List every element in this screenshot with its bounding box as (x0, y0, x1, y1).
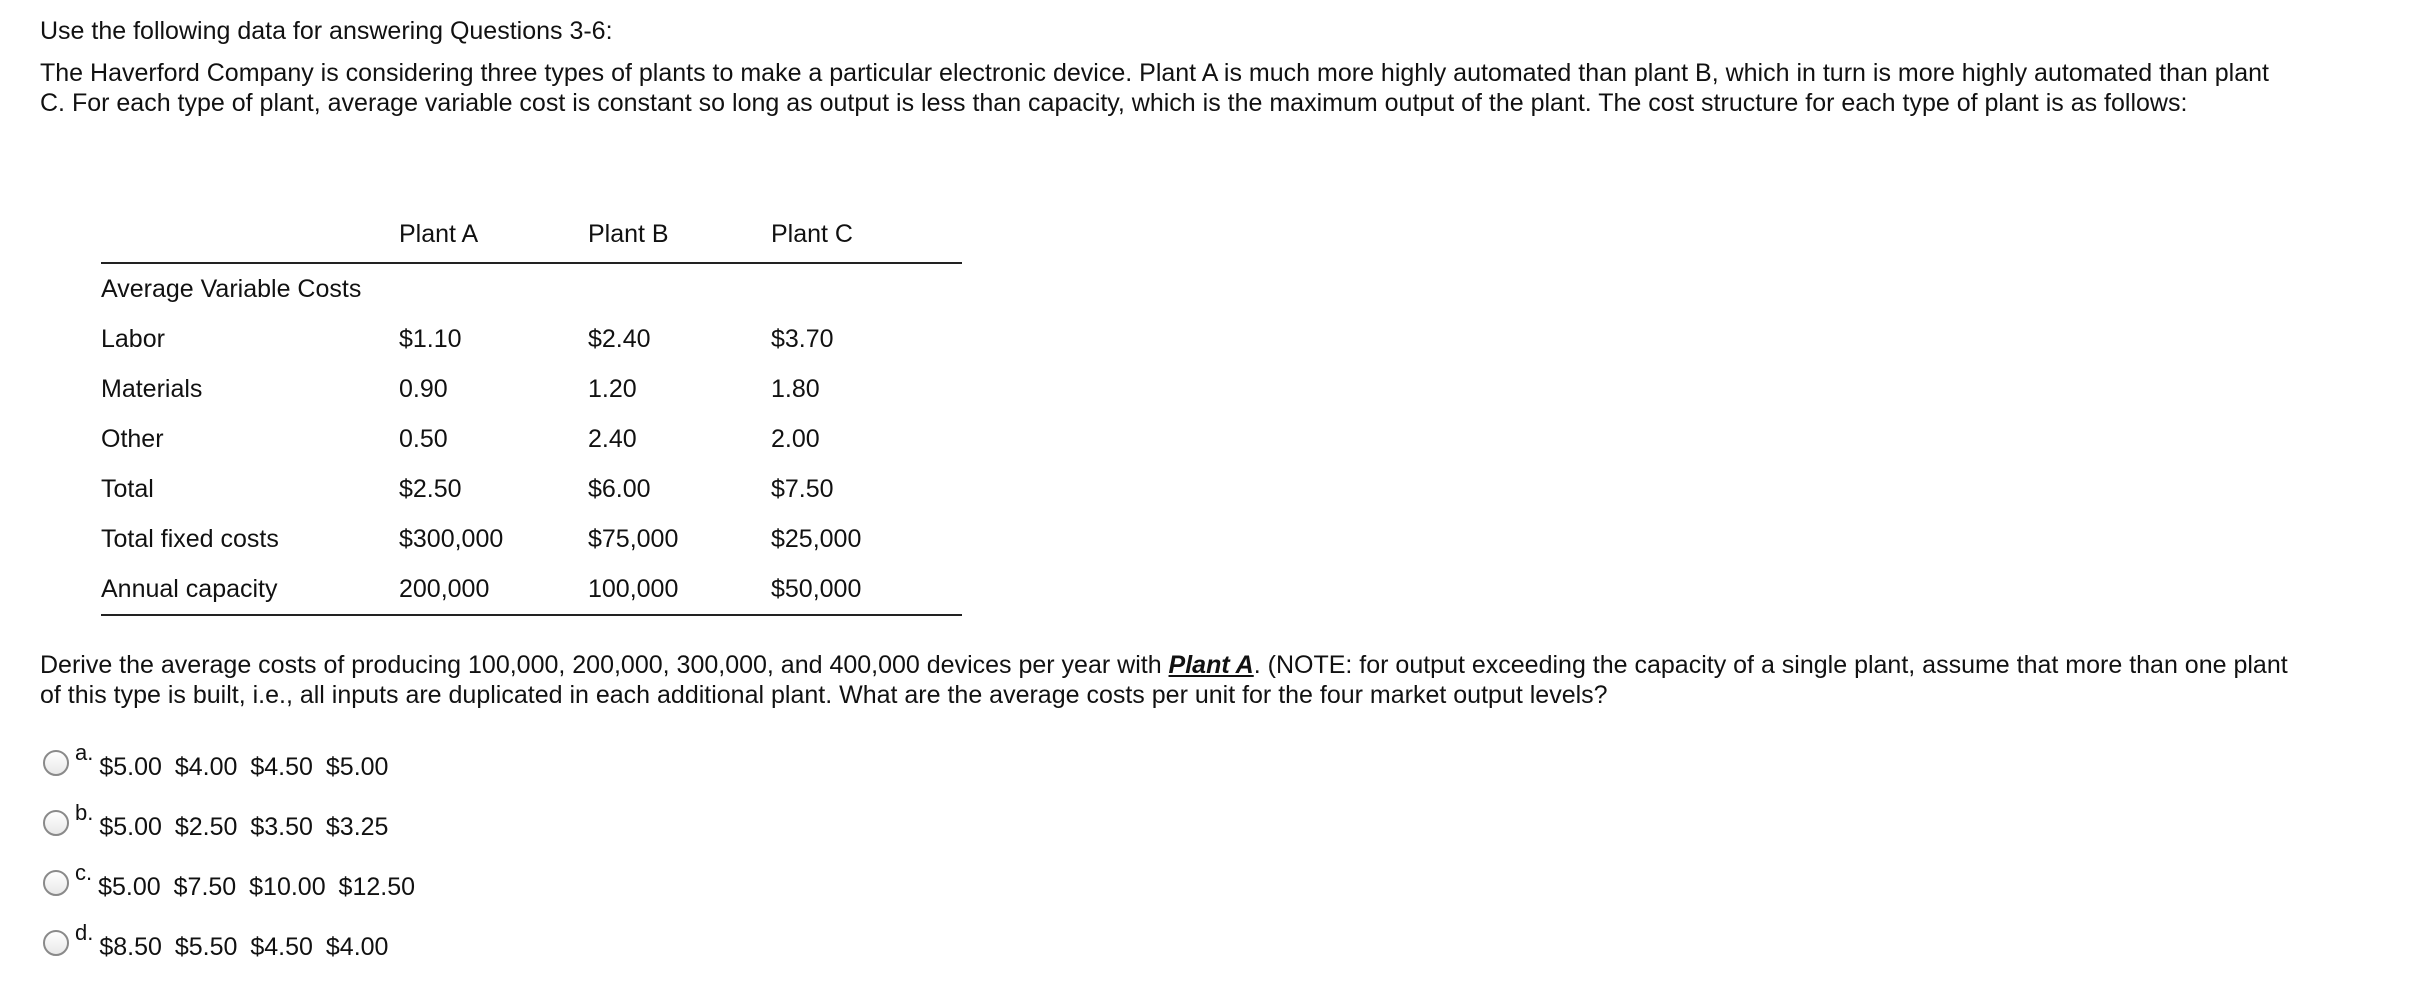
table-row (101, 414, 962, 464)
cell-plant-b: $2.40 (588, 325, 651, 353)
answer-options (43, 742, 415, 982)
cell-plant-c: 2.00 (771, 425, 820, 453)
cell-plant-b: 2.40 (588, 425, 637, 453)
question-text-before: Derive the average costs of producing 100,000, 200,000, 300,000, and 400,000 devices per year with (40, 651, 1169, 679)
table-row (101, 364, 962, 414)
cell-plant-c: $50,000 (771, 564, 962, 615)
cell-plant-a: $300,000 (399, 525, 504, 553)
cost-structure-table (101, 206, 962, 616)
radio-button-d[interactable] (43, 930, 69, 956)
option-text: $5.00 $7.50 $10.00 $12.50 (98, 873, 416, 901)
cell-plant-c: $3.70 (771, 325, 834, 353)
cell-plant-b: 1.20 (588, 375, 637, 403)
option-text: $5.00 $4.00 $4.50 $5.00 (99, 753, 389, 781)
option-a[interactable] (43, 742, 415, 802)
table-row (101, 514, 962, 564)
table-row (101, 464, 962, 514)
cell-plant-c: $25,000 (771, 525, 862, 553)
header-plant-b: Plant B (588, 206, 771, 263)
row-label: Total fixed costs (101, 525, 279, 553)
cell-plant-c: 1.80 (771, 375, 820, 403)
problem-paragraph: The Haverford Company is considering three types of plants to make a particular electronic device. Plant A is much more highly automated than plant B, which in turn is more highly automated than plant C. For each type of plant, average variable cost is constant so long as output is less than capacity, which is the maximum output of the plant. The cost structure for each type of plant is as follows: (40, 59, 2269, 117)
radio-button-a[interactable] (43, 750, 69, 776)
option-d[interactable] (43, 922, 415, 982)
intro-text: Use the following data for answering Questions 3-6: (40, 17, 613, 45)
cell-plant-a: 200,000 (399, 564, 588, 615)
cell-plant-a: $1.10 (399, 325, 462, 353)
table-row (101, 564, 962, 615)
cell-plant-a: $2.50 (399, 475, 462, 503)
cell-plant-b: $6.00 (588, 475, 651, 503)
row-label: Materials (101, 375, 203, 403)
option-letter: b. (75, 800, 94, 825)
header-plant-c: Plant C (771, 206, 962, 263)
option-letter: a. (75, 740, 94, 765)
option-text: $5.00 $2.50 $3.50 $3.25 (99, 813, 389, 841)
option-b[interactable] (43, 802, 415, 862)
cell-plant-a: 0.90 (399, 375, 448, 403)
option-letter: c. (75, 860, 93, 885)
row-label: Annual capacity (101, 564, 399, 615)
question-page (40, 16, 2340, 961)
option-c[interactable] (43, 862, 415, 922)
cell-plant-c: $7.50 (771, 475, 834, 503)
question-emphasis: Plant A (1168, 651, 1254, 679)
row-label: Labor (101, 325, 165, 353)
section-label: Average Variable Costs (101, 275, 362, 303)
row-label: Total (101, 475, 154, 503)
table-header-blank (101, 206, 399, 263)
cell-plant-b: 100,000 (588, 564, 771, 615)
table-row (101, 314, 962, 364)
radio-button-b[interactable] (43, 810, 69, 836)
table-section-row (101, 263, 962, 314)
cell-plant-a: 0.50 (399, 425, 448, 453)
question-text (40, 650, 2290, 710)
option-text: $8.50 $5.50 $4.50 $4.00 (99, 933, 389, 961)
row-label: Other (101, 425, 164, 453)
option-letter: d. (75, 920, 94, 945)
cell-plant-b: $75,000 (588, 525, 679, 553)
radio-button-c[interactable] (43, 870, 69, 896)
header-plant-a: Plant A (399, 206, 588, 263)
table-header-row (101, 206, 962, 263)
question-text-after: . (NOTE: for output exceeding the capacity of a single plant, assume that more than one plant of this type is built, i.e., all inputs are duplicated in each additional plant. What are the average costs per unit for the four market output levels? (40, 651, 2288, 709)
